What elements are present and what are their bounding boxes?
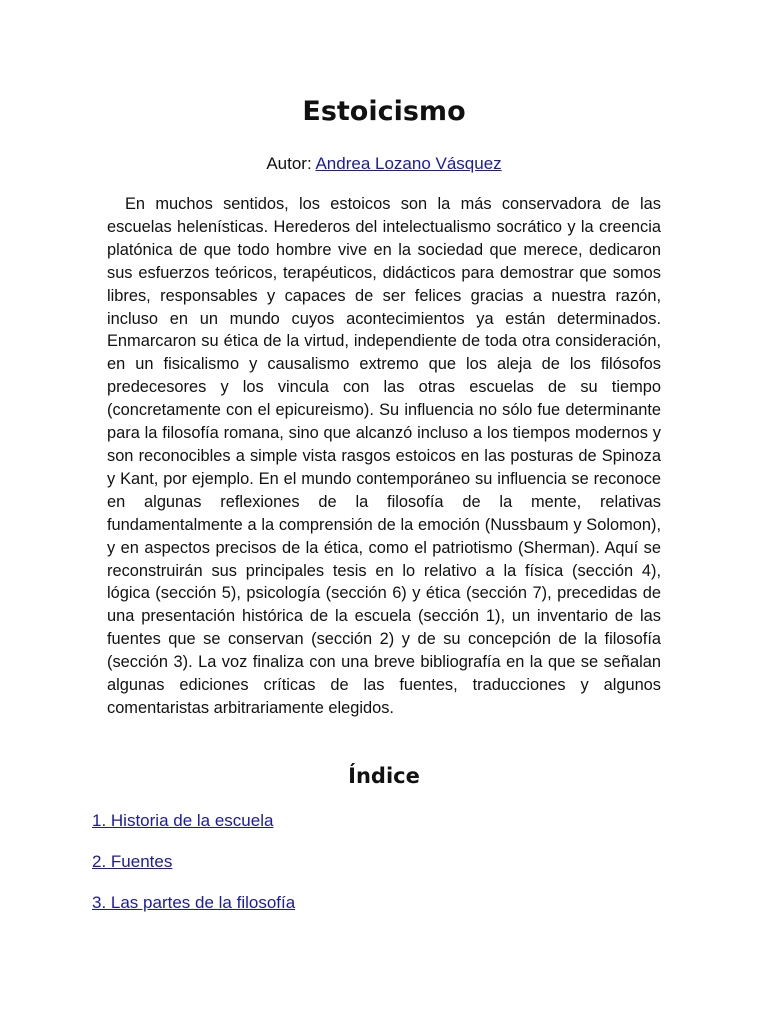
- toc-link-fuentes[interactable]: 2. Fuentes: [92, 852, 173, 871]
- table-of-contents: [92, 809, 295, 932]
- author-link[interactable]: Andrea Lozano Vásquez: [315, 154, 502, 173]
- toc-item: [92, 891, 295, 932]
- toc-link-partes-filosofia[interactable]: 3. Las partes de la filosofía: [92, 893, 296, 912]
- toc-item: [92, 850, 295, 891]
- toc-link-historia[interactable]: 1. Historia de la escuela: [92, 811, 274, 830]
- toc-item: [92, 809, 295, 850]
- author-label: Autor:: [266, 154, 316, 173]
- author-line: [0, 152, 768, 176]
- index-heading: Índice: [348, 764, 420, 788]
- page-title: Estoicismo: [302, 96, 466, 127]
- intro-paragraph: En muchos sentidos, los estoicos son la más conservadora de las escuelas helenísticas. Herederos del intelectualismo socrático y la creencia platónica de que todo hombre vive en la sociedad que merece, dedicaron sus esfuerzos teóricos, terapéuticos, didácticos para demostrar que somos libres, responsables y capaces de ser felices gracias a nuestra razón, incluso en un mundo cuyos acontecimientos ya están determinados. Enmarcaron su ética de la virtud, independiente de toda otra consideración, en un fisicalismo y causalismo extremo que los aleja de los filósofos predecesores y los vincula con las otras escuelas de su tiempo (concretamente con el epicureismo). Su influencia no sólo fue determinante para la filosofía romana, sino que alcanzó incluso a los tiempos modernos y son reconocibles a simple vista rasgos estoicos en las posturas de Spinoza y Kant, por ejemplo. En el mundo contemporáneo su influencia se reconoce en algunas reflexiones de la filosofía de la mente, relativas fundamentalmente a la comprensión de la emoción (Nussbaum y Solomon), y en aspectos precisos de la ética, como el patriotismo (Sherman). Aquí se reconstruirán sus principales tesis en lo relativo a la física (sección 4), lógica (sección 5), psicología (sección 6) y ética (sección 7), precedidas de una presentación histórica de la escuela (sección 1), un inventario de las fuentes que se conservan (sección 2) y de su concepción de la filosofía (sección 3). La voz finaliza con una breve bibliografía en la que se señalan algunas ediciones críticas de las fuentes, traducciones y algunos comentaristas arbitrariamente elegidos.: [107, 195, 661, 717]
